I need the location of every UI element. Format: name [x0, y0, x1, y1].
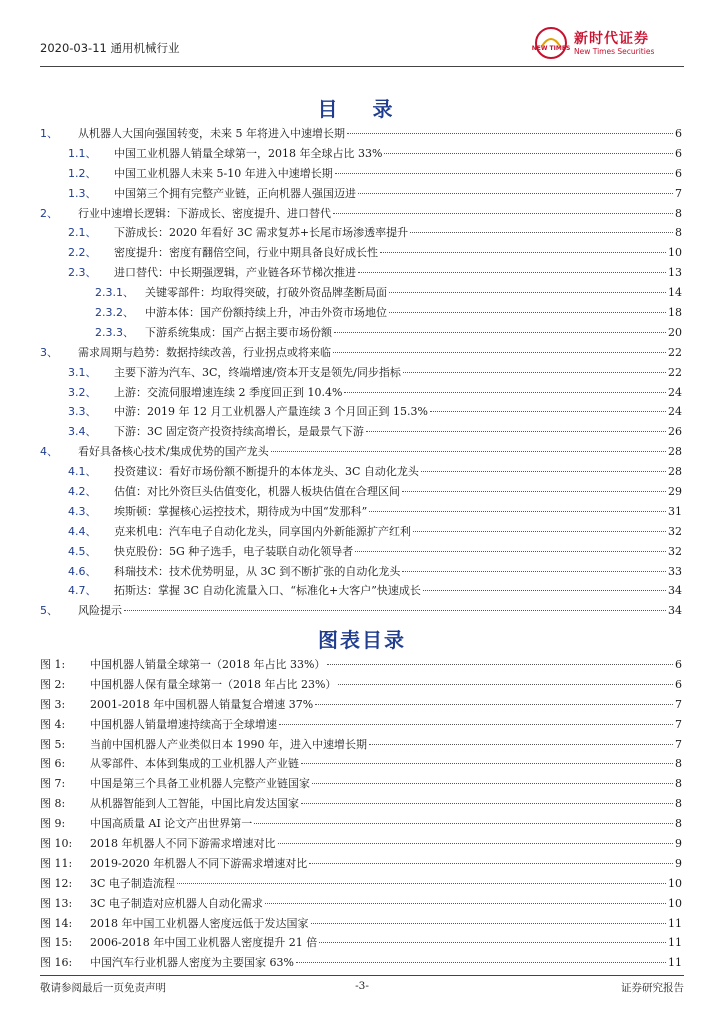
toc-entry-page: 18: [668, 306, 682, 320]
toc-leader-dots: [271, 451, 666, 452]
toc-entry-number: 4.6、: [68, 564, 97, 578]
figure-entry[interactable]: [40, 655, 682, 675]
toc-entry-page: 32: [668, 544, 682, 558]
toc-entry-number: 1.1、: [68, 146, 97, 160]
figure-entry-number: 图 12:: [40, 876, 73, 890]
toc-entry-label: 密度提升：密度有翻倍空间，行业中期具备良好成长性: [114, 246, 378, 260]
toc-entry-label: 克来机电：汽车电子自动化龙头，同享国内外新能源扩产红利: [114, 524, 411, 538]
toc-entry[interactable]: [40, 243, 682, 263]
figure-entry-page: 9: [675, 856, 682, 870]
figure-leader-dots: [311, 923, 667, 924]
figure-entry[interactable]: [40, 715, 682, 735]
toc-leader-dots: [410, 232, 673, 233]
toc-entry-label: 埃斯顿：掌握核心运控技术，期待成为中国“发那科”: [114, 504, 368, 518]
toc-entry-page: 6: [675, 127, 682, 140]
toc-entry-page: 29: [668, 485, 682, 499]
toc-entry[interactable]: [40, 562, 682, 582]
figure-entry-label: 3C 电子制造流程: [90, 876, 175, 890]
toc-entry[interactable]: [40, 482, 682, 502]
figure-leader-dots: [369, 744, 673, 745]
toc-entry[interactable]: [40, 462, 682, 482]
toc-entry-label: 关键零部件：均取得突破，打破外资品牌垄断局面: [145, 286, 387, 300]
toc-entry-number: 1、: [40, 127, 58, 140]
toc-entry-label: 行业中速增长逻辑：下游成长、密度提升、进口替代: [78, 206, 331, 220]
toc-entry-page: 14: [668, 286, 682, 300]
toc-entry-number: 4、: [40, 445, 58, 459]
figure-entry-label: 2018 年机器人不同下游需求增速对比: [90, 837, 276, 851]
logo-mark-icon: [531, 26, 571, 60]
toc-entry-page: 20: [668, 325, 682, 339]
toc-entry-label: 下游：3C 固定资产投资持续高增长，是最景气下游: [114, 425, 364, 439]
toc-entry-number: 3、: [40, 345, 58, 359]
figure-entry-number: 图 7:: [40, 777, 66, 791]
toc-entry-number: 1.3、: [68, 186, 97, 200]
toc-leader-dots: [389, 292, 666, 293]
toc-entry-label: 中游：2019 年 12 月工业机器人产量连续 3 个月回正到 15.3%: [114, 405, 428, 419]
toc-entry-number: 4.1、: [68, 465, 97, 479]
toc-entry[interactable]: [40, 402, 682, 422]
toc-entry-number: 2.3、: [68, 266, 97, 280]
toc-entry-label: 中国工业机器人未来 5-10 年进入中速增长期: [114, 166, 333, 180]
toc-leader-dots: [347, 133, 673, 134]
toc-entry-number: 3.1、: [68, 365, 97, 379]
toc-entry-label: 下游成长：2020 年看好 3C 需求复苏+长尾市场渗透率提升: [114, 226, 409, 240]
figure-entry-number: 图 8:: [40, 797, 66, 811]
footer-disclaimer: 敬请参阅最后一页免责声明: [40, 982, 166, 994]
toc-entry-number: 4.2、: [68, 485, 97, 499]
figure-leader-dots: [319, 942, 666, 943]
toc-entry-label: 快克股份：5G 种子选手，电子装联自动化领导者: [114, 544, 354, 558]
toc-entry-label: 看好具备核心技术/集成优势的国产龙头: [78, 445, 269, 459]
figure-entry[interactable]: [40, 675, 682, 695]
toc-entry-page: 22: [668, 345, 682, 359]
toc-entry[interactable]: [40, 323, 682, 343]
footer-report-type: 证券研究报告: [621, 982, 684, 994]
figure-entry-label: 2019-2020 年机器人不同下游需求增速对比: [90, 856, 308, 870]
toc-leader-dots: [430, 411, 666, 412]
figure-entry-page: 6: [675, 677, 682, 691]
toc-leader-dots: [389, 312, 666, 313]
figure-leader-dots: [309, 863, 673, 864]
figure-entry[interactable]: [40, 794, 682, 814]
toc-entry[interactable]: [40, 542, 682, 562]
toc-entry-label: 从机器人大国向强国转变，未来 5 年将进入中速增长期: [78, 127, 345, 140]
toc-entry[interactable]: [40, 383, 682, 403]
toc-entry-page: 8: [675, 226, 682, 240]
figure-entry-number: 图 10:: [40, 837, 73, 851]
figure-entry-number: 图 15:: [40, 936, 73, 950]
figure-entry[interactable]: [40, 834, 682, 854]
toc-leader-dots: [369, 511, 666, 512]
toc-entry[interactable]: [40, 164, 682, 184]
figure-entry[interactable]: [40, 914, 682, 934]
toc-entry-page: 6: [675, 166, 682, 180]
figure-entry-label: 中国高质量 AI 论文产出世界第一: [90, 817, 253, 831]
toc-entry-number: 2、: [40, 206, 58, 220]
logo-chinese-name: 新时代证券: [574, 31, 649, 47]
figure-entry-label: 2006-2018 年中国工业机器人密度提升 21 倍: [90, 936, 318, 950]
toc-entry-label: 投资建议：看好市场份额不断提升的本体龙头、3C 自动化龙头: [114, 465, 419, 479]
toc-entry[interactable]: [40, 442, 682, 462]
toc-entry[interactable]: [40, 223, 682, 243]
figure-entry[interactable]: [40, 854, 682, 874]
toc-entry[interactable]: [40, 343, 682, 363]
toc-entry-number: 2.3.1、: [95, 286, 134, 300]
toc-leader-dots: [421, 471, 666, 472]
toc-entry-page: 28: [668, 445, 682, 459]
figure-entry-page: 8: [675, 757, 682, 771]
toc-entry-page: 24: [668, 385, 682, 399]
toc-entry[interactable]: [40, 422, 682, 442]
toc-entry[interactable]: [40, 283, 682, 303]
toc-entry-label: 拓斯达：掌握 3C 自动化流量入口、“标准化+大客户”快速成长: [114, 584, 421, 598]
figure-leader-dots: [327, 664, 673, 665]
figure-entry-label: 中国机器人保有量全球第一（2018 年占比 23%）: [90, 677, 337, 691]
toc-leader-dots: [402, 491, 666, 492]
figure-entry-page: 8: [675, 797, 682, 811]
toc-entry-page: 13: [668, 266, 682, 280]
toc-leader-dots: [366, 431, 666, 432]
figure-entry[interactable]: [40, 774, 682, 794]
toc-entry-page: 7: [675, 186, 682, 200]
toc-leader-dots: [358, 193, 673, 194]
toc-entry-number: 1.2、: [68, 166, 97, 180]
toc-leader-dots: [384, 153, 673, 154]
toc-title: 目 录: [317, 97, 407, 121]
figure-entry-number: 图 13:: [40, 896, 73, 910]
figure-leader-dots: [312, 783, 673, 784]
figure-leader-dots: [279, 724, 673, 725]
toc-entry-number: 4.5、: [68, 544, 97, 558]
figure-entry-label: 中国机器人销量全球第一（2018 年占比 33%）: [90, 658, 326, 671]
list-of-figures: [40, 655, 682, 973]
toc-entry-number: 3.2、: [68, 385, 97, 399]
toc-entry-label: 估值：对比外资巨头估值变化，机器人板块估值在合理区间: [114, 485, 400, 499]
figure-leader-dots: [338, 684, 673, 685]
figure-entry[interactable]: [40, 735, 682, 755]
toc-entry-page: 34: [668, 584, 682, 598]
figure-entry-page: 8: [675, 777, 682, 791]
figure-entry-number: 图 6:: [40, 757, 66, 771]
figure-entry[interactable]: [40, 933, 682, 953]
toc-entry[interactable]: [40, 303, 682, 323]
toc-entry-page: 24: [668, 405, 682, 419]
toc-entry[interactable]: [40, 522, 682, 542]
toc-entry-label: 中国第三个拥有完整产业链，正向机器人强国迈进: [114, 186, 356, 200]
toc-entry-label: 中国工业机器人销量全球第一，2018 年全球占比 33%: [114, 146, 383, 160]
toc-entry-page: 32: [668, 524, 682, 538]
figures-title: 图表目录: [318, 628, 406, 652]
toc-entry-page: 6: [675, 146, 682, 160]
toc-leader-dots: [335, 173, 673, 174]
toc-entry[interactable]: [40, 184, 682, 204]
figure-leader-dots: [254, 823, 673, 824]
toc-entry-number: 2.3.3、: [95, 325, 134, 339]
figure-entry-page: 7: [675, 717, 682, 731]
figure-entry-label: 3C 电子制造对应机器人自动化需求: [90, 896, 263, 910]
toc-entry[interactable]: [40, 601, 682, 621]
page-header: [40, 20, 684, 68]
figure-leader-dots: [265, 903, 666, 904]
toc-entry-page: 10: [668, 246, 682, 260]
figure-entry-page: 8: [675, 817, 682, 831]
toc-entry[interactable]: [40, 144, 682, 164]
toc-entry-page: 31: [668, 504, 682, 518]
toc-leader-dots: [124, 610, 666, 611]
company-logo: [531, 26, 684, 60]
toc-entry-number: 5、: [40, 604, 58, 618]
figure-entry-label: 中国机器人销量增速持续高于全球增速: [90, 717, 277, 731]
toc-entry-page: 33: [668, 564, 682, 578]
figure-entry-label: 从机器智能到人工智能，中国比肩发达国家: [90, 797, 299, 811]
toc-leader-dots: [333, 213, 673, 214]
toc-entry-label: 风险提示: [78, 604, 122, 618]
figure-entry-page: 11: [668, 916, 682, 930]
figure-entry-page: 10: [668, 896, 682, 910]
figure-entry-number: 图 1:: [40, 658, 66, 671]
toc-entry[interactable]: [40, 363, 682, 383]
toc-leader-dots: [334, 332, 666, 333]
figure-entry-label: 中国汽车行业机器人密度为主要国家 63%: [90, 956, 294, 970]
figure-entry-page: 7: [675, 697, 682, 711]
figure-leader-dots: [278, 843, 674, 844]
footer-page-number: -3-: [355, 980, 369, 992]
figure-entry-label: 当前中国机器人产业类似日本 1990 年，进入中速增长期: [90, 737, 367, 751]
toc-entry[interactable]: [40, 124, 682, 144]
figure-leader-dots: [301, 763, 673, 764]
figure-entry-page: 11: [668, 956, 682, 970]
figure-entry[interactable]: [40, 814, 682, 834]
figure-entry-label: 从零部件、本体到集成的工业机器人产业链: [90, 757, 299, 771]
figure-entry[interactable]: [40, 894, 682, 914]
toc-entry-number: 3.4、: [68, 425, 97, 439]
figure-entry-page: 7: [675, 737, 682, 751]
toc-entry-number: 2.3.2、: [95, 306, 134, 320]
toc-entry-label: 需求周期与趋势：数据持续改善，行业拐点或将来临: [78, 345, 331, 359]
footer-divider: [40, 975, 684, 976]
toc-leader-dots: [413, 531, 666, 532]
toc-entry-number: 2.2、: [68, 246, 97, 260]
figure-entry-page: 10: [668, 876, 682, 890]
figure-entry[interactable]: [40, 695, 682, 715]
toc-entry[interactable]: [40, 581, 682, 601]
toc-entry-number: 4.3、: [68, 504, 97, 518]
toc-leader-dots: [403, 372, 666, 373]
figure-leader-dots: [296, 962, 666, 963]
toc-entry-label: 进口替代：中长期强逻辑，产业链各环节梯次推进: [114, 266, 356, 280]
figure-entry[interactable]: [40, 953, 682, 973]
toc-entry[interactable]: [40, 502, 682, 522]
toc-entry[interactable]: [40, 204, 682, 224]
toc-leader-dots: [358, 272, 666, 273]
toc-entry-page: 26: [668, 425, 682, 439]
toc-entry-label: 主要下游为汽车、3C，终端增速/资本开支是领先/同步指标: [114, 365, 401, 379]
logo-mark-text: NEW TIMES: [531, 45, 571, 52]
figure-entry-label: 2001-2018 年中国机器人销量复合增速 37%: [90, 697, 314, 711]
figure-entry-page: 11: [668, 936, 682, 950]
toc-entry-label: 中游本体：国产份额持续上升，冲击外资市场地位: [145, 306, 387, 320]
toc-entry[interactable]: [40, 263, 682, 283]
toc-leader-dots: [344, 392, 666, 393]
toc-entry-number: 3.3、: [68, 405, 97, 419]
figure-entry-number: 图 4:: [40, 717, 66, 731]
header-date-industry: 2020-03-11 通用机械行业: [40, 41, 180, 55]
toc-entry-page: 34: [668, 604, 682, 618]
toc-entry-label: 上游：交流伺服增速连续 2 季度回正到 10.4%: [114, 385, 343, 399]
logo-english-name: New Times Securities: [574, 47, 655, 56]
figure-leader-dots: [177, 883, 666, 884]
figure-entry[interactable]: [40, 754, 682, 774]
toc-entry-page: 8: [675, 206, 682, 220]
toc-entry-label: 下游系统集成：国产占据主要市场份额: [145, 325, 332, 339]
figure-entry-number: 图 16:: [40, 956, 73, 970]
toc-leader-dots: [402, 571, 666, 572]
figure-entry-number: 图 9:: [40, 817, 66, 831]
figure-entry-page: 6: [675, 658, 682, 671]
figure-entry-number: 图 14:: [40, 916, 73, 930]
figure-leader-dots: [315, 704, 673, 705]
header-divider: [40, 66, 684, 67]
figure-entry-page: 9: [675, 837, 682, 851]
toc-leader-dots: [380, 252, 666, 253]
figure-entry-number: 图 5:: [40, 737, 66, 751]
figure-leader-dots: [301, 803, 673, 804]
figure-entry-label: 2018 年中国工业机器人密度远低于发达国家: [90, 916, 309, 930]
toc-entry-label: 科瑞技术：技术优势明显，从 3C 到不断扩张的自动化龙头: [114, 564, 401, 578]
toc-entry-number: 2.1、: [68, 226, 97, 240]
figure-entry[interactable]: [40, 874, 682, 894]
toc-leader-dots: [333, 352, 666, 353]
toc-leader-dots: [423, 590, 666, 591]
toc-entry-page: 22: [668, 365, 682, 379]
figure-entry-label: 中国是第三个具备工业机器人完整产业链国家: [90, 777, 310, 791]
toc-leader-dots: [355, 551, 666, 552]
toc-entry-number: 4.7、: [68, 584, 97, 598]
toc-entry-number: 4.4、: [68, 524, 97, 538]
figure-entry-number: 图 3:: [40, 697, 66, 711]
figure-entry-number: 图 11:: [40, 856, 73, 870]
toc-entry-page: 28: [668, 465, 682, 479]
figure-entry-number: 图 2:: [40, 677, 66, 691]
table-of-contents: [40, 124, 682, 621]
